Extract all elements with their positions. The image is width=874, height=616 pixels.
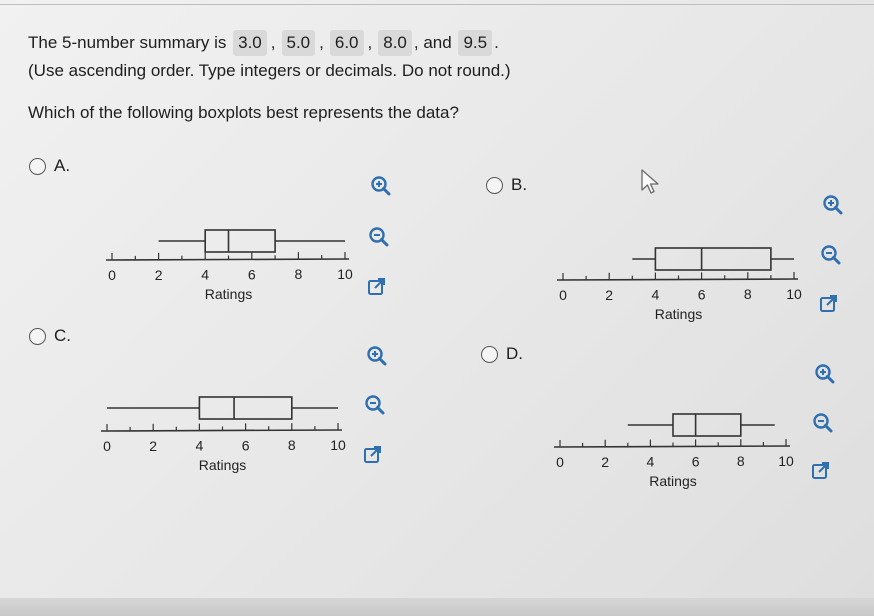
summary-line [28, 30, 499, 56]
popout-icon [810, 460, 832, 482]
zoom-in-button-a[interactable] [368, 173, 394, 199]
option-c-label: C. [54, 326, 71, 345]
answer-box-median[interactable]: 6.0 [330, 30, 364, 56]
popout-button-c[interactable] [360, 442, 386, 468]
zoom-in-button-c[interactable] [364, 343, 390, 369]
zoom-out-icon [820, 244, 842, 266]
axis-title: Ratings [198, 457, 247, 473]
option-a-label: A. [54, 156, 71, 175]
iqr-box [205, 230, 275, 252]
zoom-out-button-c[interactable] [362, 392, 388, 418]
option-a[interactable] [29, 156, 70, 176]
tick-label: 6 [241, 437, 250, 454]
zoom-out-icon [364, 394, 386, 416]
zoom-in-button-b[interactable] [820, 192, 846, 218]
zoom-in-icon [370, 175, 392, 197]
mouse-cursor-icon [640, 168, 664, 196]
comma-2: , [319, 33, 324, 52]
popout-icon [366, 276, 388, 298]
axis-title: Ratings [649, 473, 697, 489]
tick-label: 4 [646, 453, 655, 470]
tick-label: 6 [697, 286, 706, 303]
radio-d[interactable] [481, 346, 498, 363]
tick-label: 10 [778, 453, 794, 469]
zoom-in-icon [822, 194, 844, 216]
tick-label: 0 [556, 454, 564, 470]
instructions-text: (Use ascending order. Type integers or decimals. Do not round.) [28, 61, 511, 80]
zoom-out-button-d[interactable] [810, 410, 836, 436]
iqr-box [199, 397, 291, 419]
popout-button-b[interactable] [816, 291, 842, 317]
tick-label: 8 [743, 286, 752, 303]
tick-label: 6 [247, 266, 256, 283]
option-c[interactable] [29, 326, 71, 346]
answer-box-q3[interactable]: 8.0 [378, 30, 412, 56]
tick-label: 8 [287, 437, 296, 454]
iqr-box [655, 248, 771, 270]
tick-label: 2 [149, 437, 158, 454]
period: . [494, 33, 499, 52]
comma-1: , [270, 33, 276, 52]
bottom-edge [0, 598, 874, 616]
tick-label: 0 [559, 287, 567, 303]
axis-title: Ratings [204, 286, 253, 302]
tick-label: 4 [201, 266, 210, 283]
option-d-label: D. [506, 344, 523, 363]
popout-icon [362, 444, 384, 466]
option-b-label: B. [511, 175, 528, 194]
zoom-out-icon [812, 412, 834, 434]
answer-box-max[interactable]: 9.5 [458, 30, 492, 56]
top-divider [0, 4, 874, 5]
zoom-in-icon [366, 345, 388, 367]
zoom-out-button-b[interactable] [818, 242, 844, 268]
tick-label: 10 [330, 437, 346, 453]
radio-c[interactable] [29, 328, 46, 345]
axis-line [554, 446, 790, 447]
radio-b[interactable] [486, 177, 503, 194]
tick-label: 10 [786, 286, 802, 302]
axis-line [106, 259, 349, 260]
popout-icon [818, 293, 840, 315]
zoom-out-icon [368, 226, 390, 248]
tick-label: 2 [601, 453, 610, 470]
tick-label: 0 [103, 438, 111, 454]
zoom-in-icon [814, 363, 836, 385]
axis-line [101, 430, 342, 431]
answer-box-min[interactable]: 3.0 [233, 30, 267, 56]
tick-label: 2 [154, 266, 163, 283]
tick-label: 4 [195, 437, 204, 454]
popout-button-d[interactable] [808, 458, 834, 484]
comma-3: , [367, 33, 373, 52]
tick-label: 0 [108, 267, 116, 283]
popout-button-a[interactable] [364, 274, 390, 300]
axis-line [557, 279, 798, 280]
and-text: , and [413, 33, 452, 52]
tick-label: 4 [651, 286, 660, 303]
answer-box-q1[interactable]: 5.0 [282, 30, 316, 56]
summary-prefix: The 5-number summary is [28, 33, 227, 52]
axis-title: Ratings [654, 306, 703, 322]
tick-label: 8 [736, 453, 745, 470]
zoom-in-button-d[interactable] [812, 361, 838, 387]
tick-label: 2 [605, 286, 614, 303]
tick-label: 8 [294, 266, 303, 283]
tick-label: 6 [691, 453, 700, 470]
tick-label: 10 [337, 266, 353, 282]
radio-a[interactable] [29, 158, 46, 175]
option-b[interactable] [486, 175, 527, 195]
zoom-out-button-a[interactable] [366, 224, 392, 250]
question-text: Which of the following boxplots best represents the data? [28, 103, 459, 122]
iqr-box [673, 414, 741, 436]
option-d[interactable] [481, 344, 523, 364]
